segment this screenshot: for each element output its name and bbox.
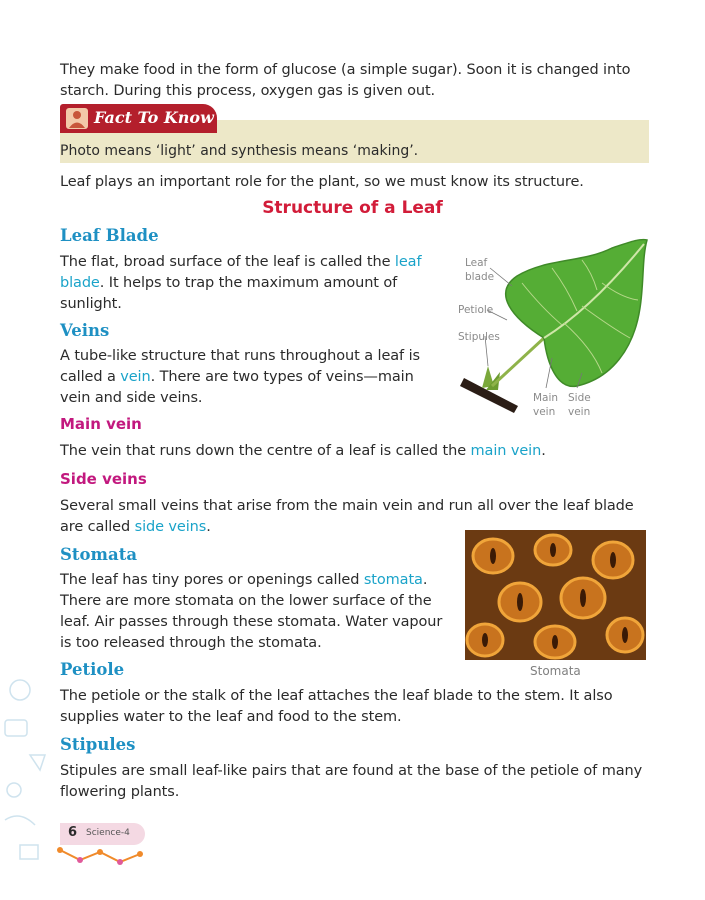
leaf-blade-heading: Leaf Blade [60,226,159,245]
leaf-blade-line-3: sunlight. [60,296,122,312]
stomata-line-2: There are more stomata on the lower surface of the [60,593,432,609]
page-number: 6 [68,825,78,840]
side-veins-line-1: Several small veins that arise from the main vein and run all over the leaf blade [60,498,634,514]
petiole-stalk [492,338,544,386]
fact-box-heading: Fact To Know [94,108,214,127]
keyword-vein: vein [120,369,151,385]
label-main-vein: Main vein [533,392,559,418]
veins-paragraph [60,346,445,409]
fact-box-text: Photo means ‘light’ and synthesis means ‘making’. [60,143,419,159]
intro-line-1: They make food in the form of glucose (a simple sugar). Soon it is changed into [60,62,631,78]
section-title: Structure of a Leaf [262,198,443,218]
veins-line-3: vein and side veins. [60,390,203,406]
main-vein-heading: Main vein [60,415,142,433]
keyword-blade: blade [60,275,100,291]
veins-line-1: A tube-like structure that runs throughout a leaf is [60,348,420,364]
leaf-blade-paragraph [60,252,445,315]
person-icon [66,108,88,129]
stomata-paragraph: The leaf has tiny pores or openings called stomata. There are more stomata on the lower surface of the leaf. Air passes through these stomata. Water vapour is too released through the stomata. [60,570,445,654]
intro-line-2: starch. During this process, oxygen gas is given out. [60,83,436,99]
veins-line-2-end: . There are two types of veins—main [150,369,414,385]
decorative-doodles [0,660,56,890]
leaf-intro-text: Leaf plays an important role for the plant, so we must know its structure. [60,174,584,190]
stipules-paragraph [60,761,650,803]
label-stipules: Stipules [458,331,500,343]
stomata-photo [465,530,646,660]
petiole-line-2: supplies water to the leaf and food to the stem. [60,709,402,725]
stipules-line-2: flowering plants. [60,784,180,800]
veins-line-2-start: called a [60,369,121,385]
side-veins-paragraph: Several small veins that arise from the main vein and run all over the leaf blade are called side veins. [60,496,650,538]
petiole-heading: Petiole [60,660,125,679]
book-title: Science-4 [86,828,130,838]
keyword-side-veins: side veins [134,519,207,535]
fact-box-tab [60,104,217,133]
stipules-heading: Stipules [60,735,136,754]
main-vein-paragraph: The vein that runs down the centre of a leaf is called the main vein. [60,443,546,459]
leaf-blade-line-1: The flat, broad surface of the leaf is called the [60,254,395,270]
side-veins-heading: Side veins [60,470,147,488]
label-side-vein: Side vein [568,392,591,418]
label-leaf-blade: Leaf blade [465,257,495,283]
stomata-caption: Stomata [530,664,581,678]
stomata-heading: Stomata [60,545,138,564]
leaf-blade-line-2: . It helps to trap the maximum amount of [99,275,398,291]
stomata-line-4: is too released through the stomata. [60,635,322,651]
keyword-main-vein: main vein [470,443,542,459]
leaf-blade-shape [506,240,647,387]
petiole-paragraph [60,686,650,728]
petiole-line-1: The petiole or the stalk of the leaf attaches the leaf blade to the stem. It also [60,688,613,704]
intro-paragraph [60,60,650,102]
label-petiole: Petiole [458,304,494,316]
stomata-line-3: leaf. Air passes through these stomata. Water vapour [60,614,443,630]
keyword-leaf: leaf [394,254,422,270]
stipules-line-1: Stipules are small leaf-like pairs that are found at the base of the petiole of many [60,763,643,779]
veins-heading: Veins [60,321,110,340]
footer-decoration [56,842,166,872]
keyword-stomata: stomata [363,572,423,588]
